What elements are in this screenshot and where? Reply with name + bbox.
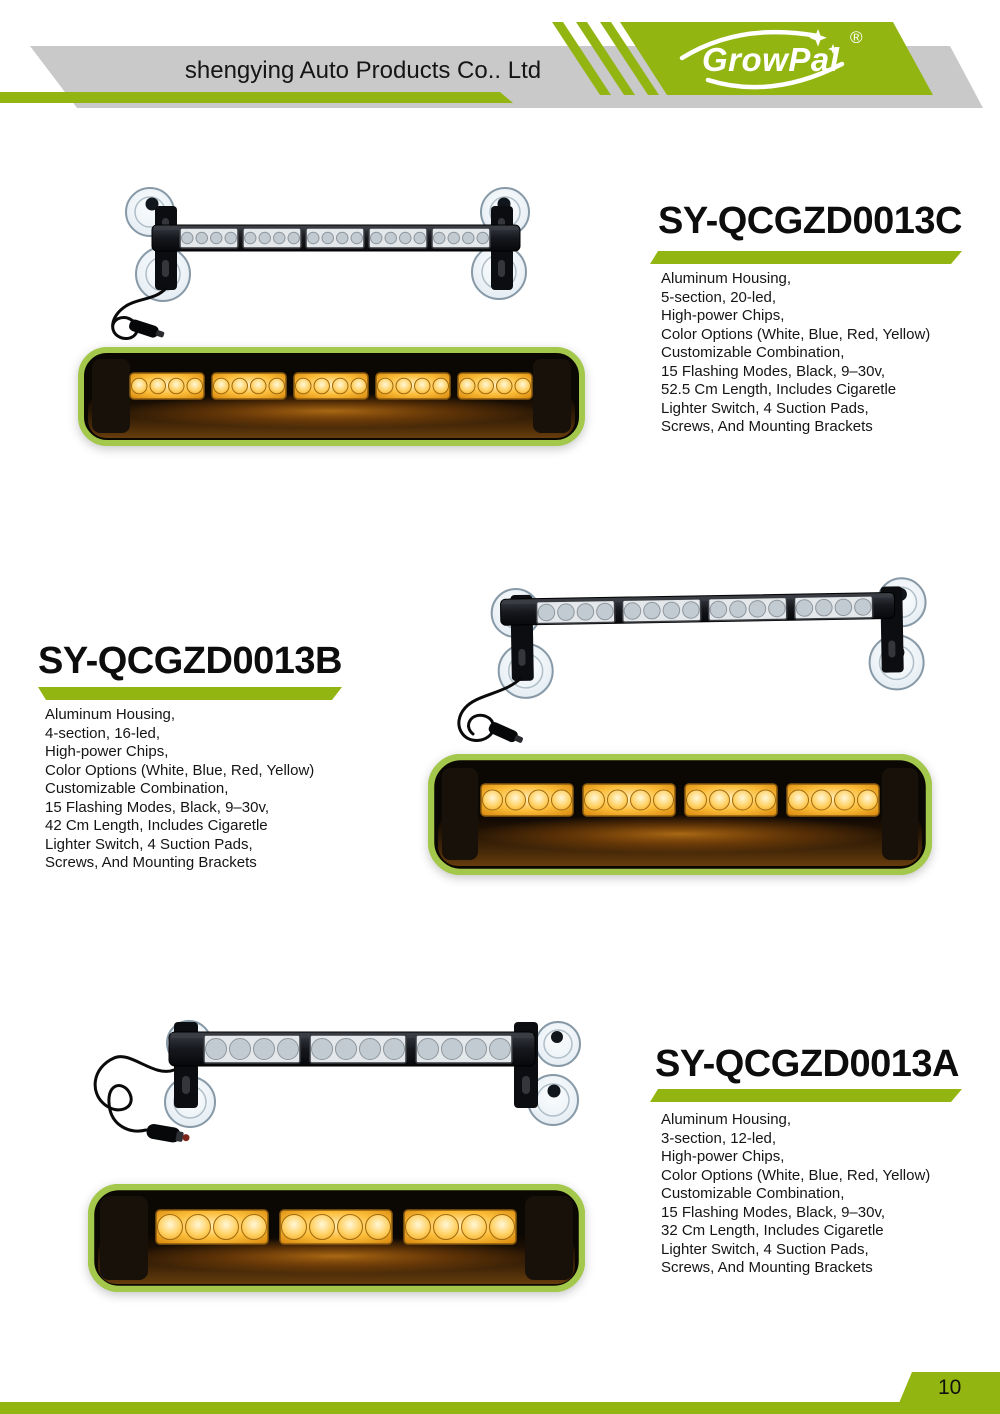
- product-description: [45, 706, 355, 873]
- description-line: Screws, And Mounting Brackets: [45, 854, 257, 871]
- description-line: Aluminum Housing,: [661, 270, 792, 287]
- description-line: 42 Cm Length, Includes Cigaretle: [45, 817, 268, 834]
- description-line: High-power Chips,: [661, 307, 785, 324]
- led-modules: [204, 1035, 512, 1063]
- power-cord: [95, 1057, 174, 1131]
- description-line: 5-section, 20-led,: [661, 288, 777, 306]
- description-line: Customizable Combination,: [661, 1185, 845, 1202]
- description-line: Lighter Switch, 4 Suction Pads,: [661, 399, 869, 417]
- description-line: Lighter Switch, 4 Suction Pads,: [45, 835, 253, 853]
- product-description: [661, 1111, 961, 1278]
- product-a-lit-photo: [88, 1184, 585, 1292]
- title-underline: [650, 251, 962, 264]
- page-number: 10: [938, 1376, 962, 1399]
- led-modules: [180, 228, 490, 248]
- growpal-logo: [660, 28, 900, 92]
- description-line: Color Options (White, Blue, Red, Yellow): [45, 761, 315, 779]
- description-line: Screws, And Mounting Brackets: [661, 1259, 873, 1276]
- description-line: Lighter Switch, 4 Suction Pads,: [661, 1240, 869, 1258]
- cigarette-plug-icon: [487, 721, 525, 747]
- lit-led-modules: [130, 373, 532, 399]
- page-number-tab: [0, 1372, 1000, 1403]
- product-b-lit-photo: [428, 754, 932, 875]
- description-line: Aluminum Housing,: [45, 706, 176, 723]
- description-line: 32 Cm Length, Includes Cigaretle: [661, 1222, 884, 1239]
- description-line: 15 Flashing Modes, Black, 9–30v,: [45, 798, 270, 816]
- description-line: High-power Chips,: [661, 1148, 785, 1165]
- description-line: Customizable Combination,: [45, 780, 229, 797]
- product-b-bar-photo: [425, 570, 955, 760]
- brand-name: GrowPal: [702, 41, 840, 78]
- product-c-lit-photo: [78, 347, 585, 446]
- description-line: Color Options (White, Blue, Red, Yellow): [661, 325, 931, 343]
- lit-led-modules: [156, 1210, 516, 1244]
- product-description: [661, 270, 961, 437]
- footer-strip: [0, 1402, 1000, 1414]
- title-underline: [650, 1089, 962, 1102]
- description-line: High-power Chips,: [45, 743, 169, 760]
- description-line: Screws, And Mounting Brackets: [661, 418, 873, 435]
- description-line: 3-section, 12-led,: [661, 1129, 777, 1147]
- title-underline: [36, 687, 344, 700]
- product-model-title: SY-QCGZD0013C: [658, 200, 962, 242]
- description-line: 4-section, 16-led,: [45, 724, 161, 742]
- description-line: Color Options (White, Blue, Red, Yellow): [661, 1166, 931, 1184]
- product-model-title: SY-QCGZD0013B: [38, 640, 342, 682]
- description-line: 52.5 Cm Length, Includes Cigaretle: [661, 381, 897, 398]
- description-line: Customizable Combination,: [661, 344, 845, 361]
- product-model-title: SY-QCGZD0013A: [655, 1043, 959, 1085]
- description-line: 15 Flashing Modes, Black, 9–30v,: [661, 1203, 886, 1221]
- description-line: Aluminum Housing,: [661, 1111, 792, 1128]
- product-a-bar-photo: [70, 1008, 590, 1178]
- company-name: shengying Auto Products Co.. Ltd: [184, 57, 542, 84]
- product-c-bar-photo: [68, 182, 588, 347]
- registered-mark-icon: ®: [850, 28, 863, 47]
- description-line: 15 Flashing Modes, Black, 9–30v,: [661, 362, 886, 380]
